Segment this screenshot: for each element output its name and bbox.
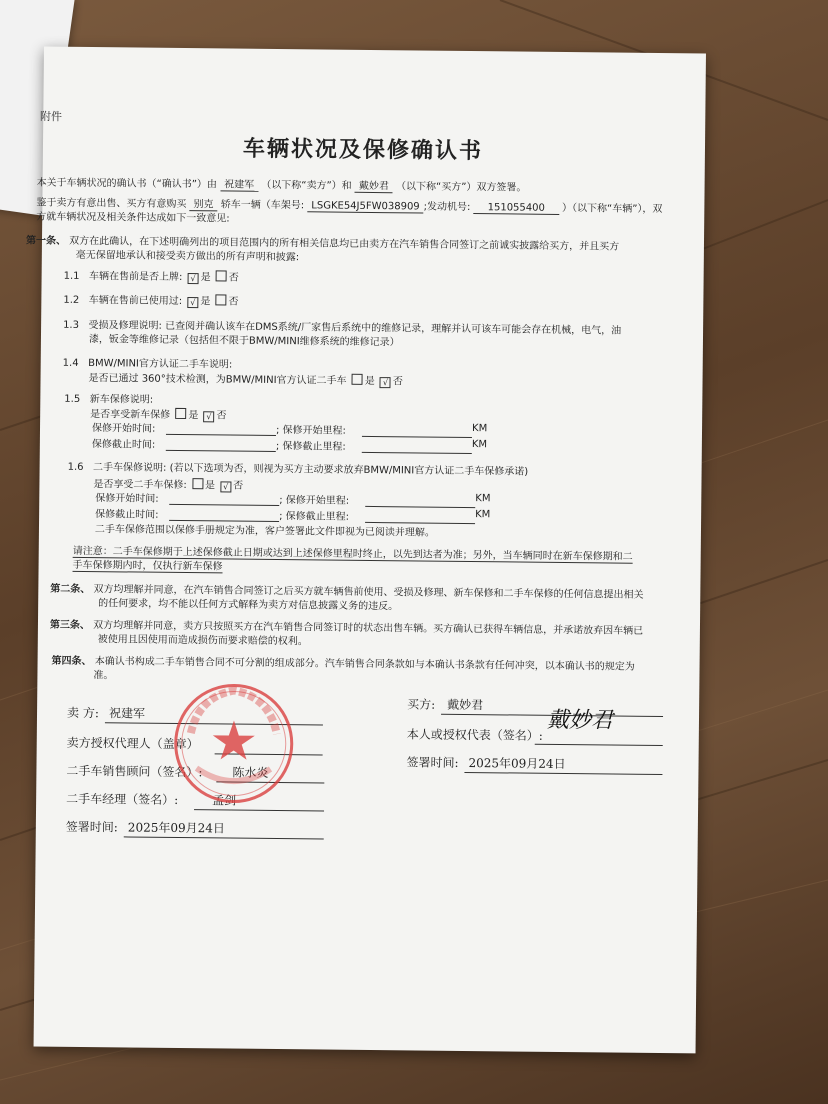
checkbox-no: √	[203, 411, 214, 422]
new-warranty-start-time-line	[166, 434, 276, 436]
section-1-5-question	[90, 407, 227, 422]
intro-text: 鉴于卖方有意出售、买方有意购买	[36, 197, 187, 211]
buyer-date-line	[464, 772, 662, 775]
used-warranty-start-km-label: ; 保修开始里程:	[279, 495, 350, 507]
intro-text: 轿车一辆（车架号:	[220, 199, 305, 212]
checkbox-no	[216, 270, 227, 281]
intro-text: （以下称“买方”）双方签署。	[396, 181, 527, 194]
manager-value: 孟剑	[212, 793, 237, 808]
section-text: 是否已通过 360°技术检测，为BMW/MINI官方认证二手车	[88, 373, 347, 387]
section-text: BMW/MINI官方认证二手车说明:	[88, 358, 233, 371]
option-no-label: 否	[228, 296, 239, 308]
intro-text: 本关于车辆状况的确认书（“确认书”）由	[36, 177, 218, 191]
article-1-text: 双方在此确认，在下述明确列出的项目范围内的所有相关信息均已由卖方在汽车销售合同签订之前诚实披露给买方，并且买方	[69, 235, 620, 253]
side-sheet-label: 附件	[40, 110, 62, 123]
warranty-note-text: 请注意：二手车保修期于上述保修截止日期或达到上述保修里程时终止，以先到达者为准；另外，当车辆同时在新车保修期和二	[72, 545, 633, 563]
section-1-4-line-2	[88, 371, 403, 388]
vin-number: LSGKE54J5FW038909	[307, 200, 424, 213]
intro-line-1	[37, 176, 527, 194]
seller-value: 祝建军	[108, 706, 146, 721]
checkbox-yes	[192, 478, 203, 489]
option-no-label: 否	[228, 272, 239, 284]
used-warranty-scope-note: 二手车保修范围以保修手册规定为准，客户签署此文件即视为已阅读并理解。	[94, 524, 436, 539]
section-1-3-line-2: 漆，钣金等维修记录（包括但不限于BMW/MINI维修系统的维修记录）	[88, 334, 400, 349]
option-yes-label: 是	[188, 410, 199, 422]
article-3-text: 双方均理解并同意，卖方只按照买方在汽车销售合同签订时的状态出售车辆。买方确认已获得车辆信息，并承诺放弃因车辆已	[93, 620, 644, 637]
section-1-5	[64, 393, 153, 407]
section-text: 车辆在售前是否上牌:	[89, 271, 183, 283]
new-warranty-end-km-line	[362, 452, 472, 454]
buyer-name: 戴妙君	[355, 181, 393, 193]
section-text: 新车保修说明:	[89, 394, 154, 406]
article-2-label: 第二条、	[50, 583, 91, 596]
buyer-date-label: 签署时间:	[406, 755, 459, 770]
new-warranty-end-km-label: ; 保修截止里程:	[275, 440, 346, 453]
buyer-date-value: 2025年09月24日	[468, 756, 566, 772]
checkbox-no: √	[380, 377, 391, 388]
section-text: 车辆在售前已使用过:	[88, 295, 183, 307]
option-yes-label: 是	[204, 480, 216, 492]
document-title: 车辆状况及保修确认书	[242, 136, 484, 165]
section-number: 1.4	[62, 357, 79, 369]
section-1-6	[68, 461, 529, 479]
checkbox-no	[216, 294, 227, 305]
section-1-2	[63, 293, 238, 309]
used-warranty-end-km-line	[365, 522, 475, 524]
seller-date-line	[124, 836, 324, 839]
used-warranty-start-time-label: 保修开始时间:	[95, 493, 159, 505]
checkbox-no: √	[220, 481, 231, 492]
manager-line	[194, 809, 324, 811]
section-number: 1.2	[63, 294, 80, 306]
seller-name: 祝建军	[220, 179, 258, 191]
article-1-line-2: 毫无保留地承认和接受卖方做出的所有声明和披露:	[75, 249, 300, 264]
buyer-value: 戴妙君	[447, 697, 484, 713]
article-3-label: 第三条、	[49, 619, 91, 632]
section-number: 1.5	[64, 393, 81, 405]
option-yes-label: 是	[200, 296, 211, 308]
used-warranty-start-time-line	[169, 504, 279, 506]
km-unit: KM	[475, 509, 491, 521]
checkbox-yes: √	[187, 297, 198, 308]
warranty-note-line-2	[73, 559, 223, 574]
option-no-label: 否	[233, 480, 244, 492]
section-number: 1.1	[63, 270, 80, 282]
section-number: 1.6	[67, 461, 84, 473]
section-text: 二手车保修说明: (若以下选项为否，则视为买方主动要求放弃BMW/MINI官方认证二手车保修承诺)	[93, 462, 529, 478]
new-warranty-start-time-label: 保修开始时间:	[91, 423, 156, 435]
intro-text: ;发动机号:	[423, 201, 471, 214]
used-warranty-end-km-label: ; 保修截止里程:	[279, 511, 350, 523]
buyer-label: 买方:	[407, 697, 436, 712]
option-yes-label: 是	[364, 375, 375, 388]
company-seal-stamp	[168, 678, 299, 809]
seller-date-value: 2025年09月24日	[127, 820, 226, 836]
section-text: 是否享受二手车保修:	[93, 479, 187, 492]
km-unit: KM	[471, 439, 488, 451]
seller-date-label: 签署时间:	[65, 819, 118, 835]
used-warranty-end-time-line	[169, 520, 279, 522]
warranty-note-text: 手车保修期内时，仅执行新车保修	[72, 559, 223, 573]
seller-agent-label: 卖方授权代理人（盖章）	[66, 735, 199, 752]
article-4-label: 第四条、	[51, 655, 92, 668]
new-warranty-end-time-line	[166, 450, 276, 452]
article-4-line-2: 准。	[93, 670, 114, 682]
section-text: 是否享受新车保修	[90, 409, 171, 421]
section-number: 1.3	[63, 319, 80, 331]
km-unit: KM	[471, 423, 488, 435]
advisor-label: 二手车销售顾问（签名）:	[66, 763, 203, 780]
vehicle-brand: 别克	[189, 199, 217, 211]
article-4	[52, 655, 635, 674]
section-text: 受损及修理说明: 已查阅并确认该车在DMS系统/厂家售后系统中的维修记录，理解并认可该车可能会存在机械，电气，油	[88, 320, 622, 337]
buyer-rep-line	[535, 744, 663, 746]
option-no-label: 否	[216, 410, 227, 422]
km-unit: KM	[475, 493, 491, 505]
new-warranty-end-time-label: 保修截止时间:	[91, 439, 156, 451]
section-1-6-question	[93, 477, 243, 493]
article-3-line-2: 被使用且因使用而造成损伤而要求赔偿的权利。	[97, 634, 308, 648]
checkbox-yes: √	[188, 273, 199, 284]
engine-number: 151055400	[474, 202, 559, 215]
intro-line-3: 方就车辆状况及相关条件达成如下一致意见:	[36, 211, 230, 225]
section-1-1	[64, 269, 239, 285]
checkbox-yes	[175, 408, 186, 419]
article-4-text: 本确认书构成二手车销售合同不可分割的组成部分。汽车销售合同条款如与本确认书条款有任何冲突，以本确认书的规定为	[94, 656, 635, 673]
checkbox-yes	[352, 374, 363, 385]
confirmation-document	[25, 47, 706, 1054]
buyer-rep-label: 本人或授权代表（签名）:	[406, 727, 543, 743]
article-1-label: 第一条、	[25, 235, 67, 247]
article-2-text: 双方均理解并同意，在汽车销售合同签订之后买方就车辆售前使用、受损及修理、新车保修和二手车保修的任何信息提出相关	[93, 584, 644, 601]
buyer-handwritten-signature: 戴妙君	[546, 707, 614, 734]
section-1-4	[63, 357, 233, 372]
new-warranty-start-km-label: ; 保修开始里程:	[275, 424, 346, 437]
new-warranty-start-km-line	[362, 436, 472, 438]
intro-text: ）（以下称“车辆”），双	[562, 202, 663, 216]
advisor-value: 陈水炎	[232, 765, 269, 780]
used-warranty-end-time-label: 保修截止时间:	[95, 509, 159, 521]
manager-label: 二手车经理（签名）:	[66, 791, 179, 807]
article-2-line-2: 的任何要求，均不能以任何方式解释为卖方对信息披露义务的违反。	[98, 598, 399, 613]
intro-text: （以下称“卖方”）和	[261, 179, 352, 192]
option-no-label: 否	[392, 376, 403, 388]
option-yes-label: 是	[200, 272, 211, 284]
used-warranty-start-km-line	[365, 506, 475, 508]
seller-label: 卖 方:	[66, 705, 99, 721]
